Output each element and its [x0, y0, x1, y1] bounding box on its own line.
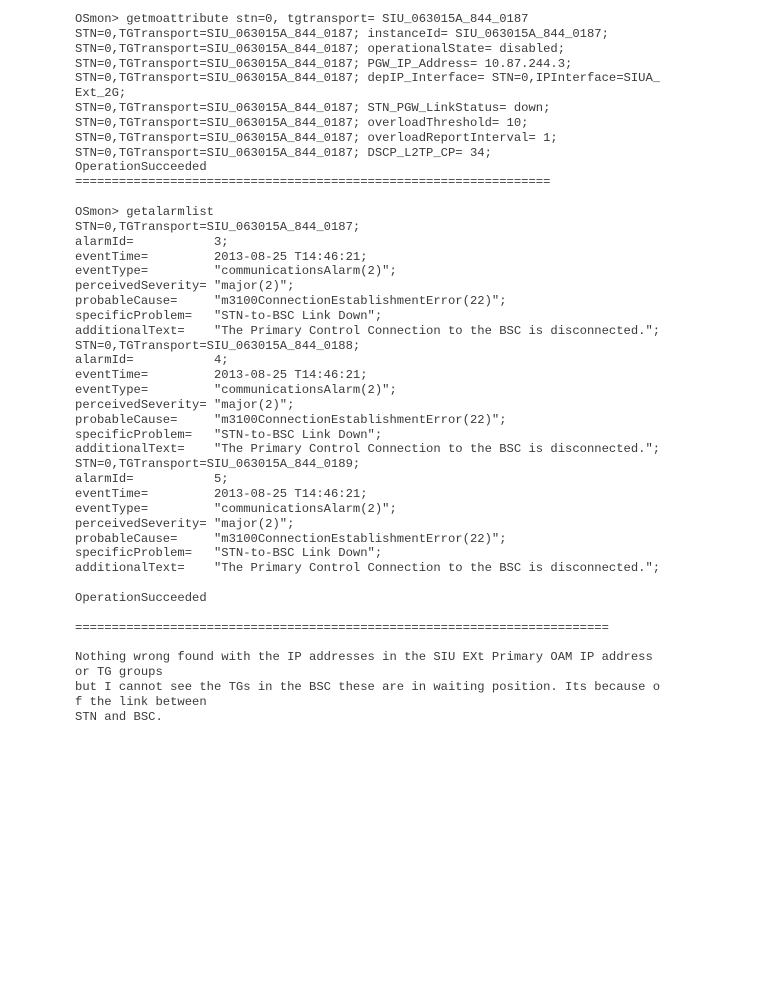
terminal-line: eventType= "communicationsAlarm(2)"; — [75, 501, 397, 516]
terminal-line: perceivedSeverity= "major(2)"; — [75, 397, 295, 412]
terminal-line: specificProblem= "STN-to-BSC Link Down"; — [75, 546, 383, 561]
terminal-line: OSmon> getalarmlist — [75, 204, 214, 219]
terminal-line: OperationSucceeded — [75, 160, 207, 175]
terminal-line: alarmId= 3; — [75, 234, 229, 249]
terminal-line: eventType= "communicationsAlarm(2)"; — [75, 383, 397, 398]
terminal-line: STN=0,TGTransport=SIU_063015A_844_0187; depIP_Interface= STN=0,IPInterface=SIUA_ — [75, 71, 661, 86]
terminal-line: but I cannot see the TGs in the BSC these are in waiting position. Its because o — [75, 679, 661, 694]
terminal-line: STN=0,TGTransport=SIU_063015A_844_0187; operationalState= disabled; — [75, 41, 566, 56]
terminal-line: STN=0,TGTransport=SIU_063015A_844_0187; overloadReportInterval= 1; — [75, 130, 558, 145]
terminal-line: additionalText= "The Primary Control Connection to the BSC is disconnected."; — [75, 561, 661, 576]
terminal-line: perceivedSeverity= "major(2)"; — [75, 516, 295, 531]
terminal-line: OSmon> getmoattribute stn=0, tgtransport= SIU_063015A_844_0187 — [75, 12, 529, 26]
terminal-line: f the link between — [75, 694, 207, 709]
terminal-output — [75, 12, 755, 725]
terminal-line: additionalText= "The Primary Control Connection to the BSC is disconnected."; — [75, 442, 661, 457]
blank-line — [75, 635, 755, 650]
terminal-line: eventTime= 2013-08-25 T14:46:21; — [75, 487, 368, 501]
terminal-line: Ext_2G; — [75, 86, 127, 101]
terminal-line: STN=0,TGTransport=SIU_063015A_844_0187; instanceId= SIU_063015A_844_0187; — [75, 26, 609, 41]
terminal-line: alarmId= 4; — [75, 353, 229, 368]
blank-line — [75, 190, 755, 205]
terminal-line: perceivedSeverity= "major(2)"; — [75, 279, 295, 294]
terminal-line: STN=0,TGTransport=SIU_063015A_844_0187; PGW_IP_Address= 10.87.244.3; — [75, 56, 573, 71]
terminal-line: probableCause= "m3100ConnectionEstablishmentError(22)"; — [75, 412, 507, 427]
terminal-line: STN=0,TGTransport=SIU_063015A_844_0187; DSCP_L2TP_CP= 34; — [75, 145, 492, 160]
terminal-line: STN=0,TGTransport=SIU_063015A_844_0187; STN_PGW_LinkStatus= down; — [75, 101, 551, 116]
terminal-line: STN and BSC. — [75, 709, 163, 724]
terminal-line: STN=0,TGTransport=SIU_063015A_844_0189; — [75, 457, 361, 472]
terminal-line: Nothing wrong found with the IP addresses in the SIU EXt Primary OAM IP address — [75, 650, 653, 665]
terminal-line: ========================================================================= — [75, 620, 609, 635]
blank-line — [75, 576, 755, 591]
terminal-line: OperationSucceeded — [75, 590, 207, 605]
terminal-line: specificProblem= "STN-to-BSC Link Down"; — [75, 308, 383, 323]
terminal-line: STN=0,TGTransport=SIU_063015A_844_0187; overloadThreshold= 10; — [75, 115, 529, 130]
terminal-line: eventTime= 2013-08-25 T14:46:21; — [75, 249, 368, 264]
terminal-line: eventType= "communicationsAlarm(2)"; — [75, 264, 397, 279]
terminal-line: eventTime= 2013-08-25 T14:46:21; — [75, 368, 368, 383]
terminal-line: or TG groups — [75, 665, 163, 680]
terminal-line: probableCause= "m3100ConnectionEstablishmentError(22)"; — [75, 294, 507, 309]
terminal-line: specificProblem= "STN-to-BSC Link Down"; — [75, 427, 383, 442]
terminal-line: STN=0,TGTransport=SIU_063015A_844_0187; — [75, 219, 361, 234]
terminal-line: ================================================================= — [75, 175, 551, 190]
terminal-line: alarmId= 5; — [75, 472, 229, 487]
blank-line — [75, 606, 755, 621]
terminal-line: probableCause= "m3100ConnectionEstablishmentError(22)"; — [75, 531, 507, 546]
terminal-line: STN=0,TGTransport=SIU_063015A_844_0188; — [75, 338, 361, 353]
terminal-line: additionalText= "The Primary Control Connection to the BSC is disconnected."; — [75, 323, 661, 338]
